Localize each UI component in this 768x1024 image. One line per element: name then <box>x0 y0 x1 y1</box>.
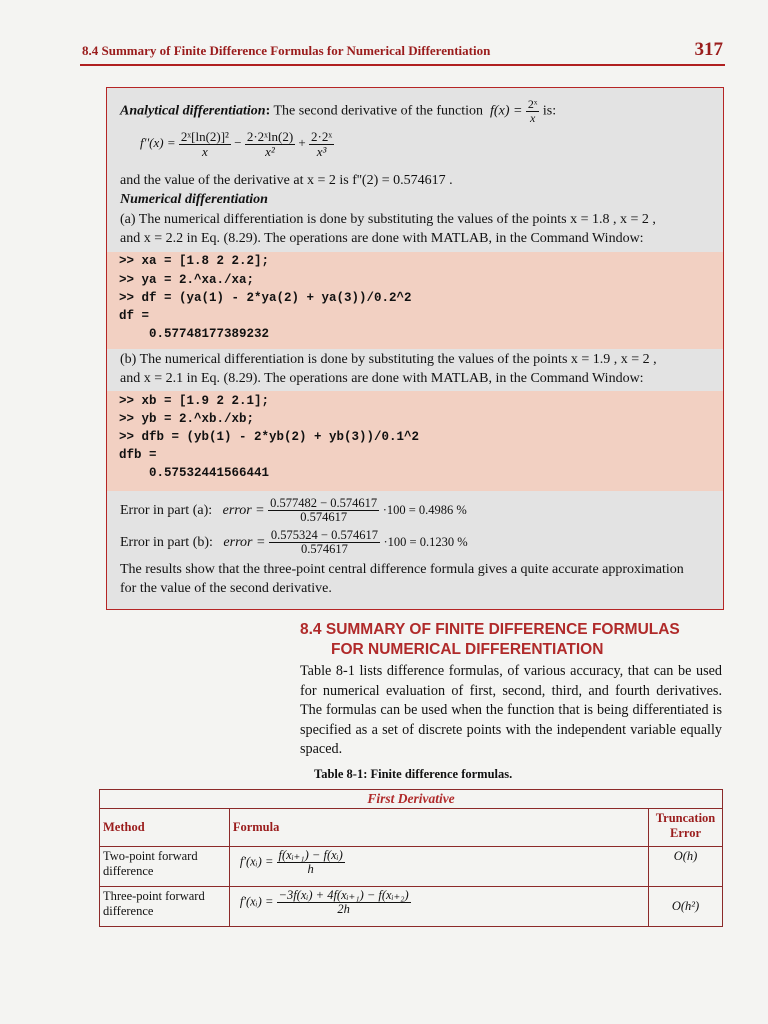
finite-difference-table <box>99 789 723 927</box>
fx-num: 2ˣ <box>527 97 538 111</box>
error-b-word: error = <box>223 534 266 550</box>
row-method: Three-point forward difference <box>100 887 230 927</box>
code-a-line: df = <box>119 309 150 323</box>
col-formula: Formula <box>229 809 648 847</box>
error-a-den: 0.574617 <box>300 510 348 525</box>
row-formula <box>229 847 648 887</box>
col-method: Method <box>100 809 230 847</box>
error-a <box>120 497 467 524</box>
analytic-label: Analytical differentiation <box>120 103 266 119</box>
code-b-line: >> yb = 2.^xb./xb; <box>119 412 255 426</box>
error-b-den: 0.574617 <box>301 542 348 557</box>
second-derivative-formula <box>140 130 334 158</box>
row-error: O(h²) <box>649 887 723 927</box>
first-derivative-header: First Derivative <box>100 790 723 809</box>
section-heading-line2: FOR NUMERICAL DIFFERENTIATION <box>331 641 604 658</box>
term1-den: x <box>202 143 208 159</box>
code-b-line: dfb = <box>119 448 157 462</box>
error-a-label: Error in part (a): <box>120 502 213 518</box>
row-formula <box>229 887 648 927</box>
error-b <box>120 529 468 556</box>
running-header <box>80 40 725 66</box>
row-formula-num: −3f(xᵢ) + 4f(xᵢ₊₁) − f(xᵢ₊₂) <box>278 888 409 902</box>
conclusion-1: The results show that the three-point central difference formula gives a quite accurate approximation <box>120 562 684 577</box>
part-a-line1: (a) The numerical differentiation is done by substituting the values of the points x = 1.8 , x = 2 , <box>120 212 656 227</box>
example-box <box>106 87 724 610</box>
code-a-line: >> xa = [1.8 2 2.2]; <box>119 254 270 268</box>
row-formula-fraction <box>277 849 345 876</box>
term2-den: x² <box>265 143 275 159</box>
code-a-line: >> ya = 2.^xa./xa; <box>119 273 255 287</box>
running-header-title: 8.4 Summary of Finite Difference Formulas for Numerical Differentiation <box>82 43 491 58</box>
error-a-result: ·100 = 0.4986 % <box>382 502 467 517</box>
table-row <box>100 847 723 887</box>
code-a-line: 0.57748177389232 <box>119 327 270 341</box>
code-b-line: >> dfb = (yb(1) - 2*yb(2) + yb(3))/0.1^2 <box>119 430 420 444</box>
term1 <box>179 130 231 158</box>
error-a-num: 0.577482 − 0.574617 <box>270 496 378 510</box>
table-row <box>100 887 723 927</box>
table-caption: Table 8-1: Finite difference formulas. <box>314 767 513 781</box>
part-b-line1: (b) The numerical differentiation is done by substituting the values of the points x = 1.9 , x = 2 , <box>120 352 657 367</box>
term3 <box>309 130 334 158</box>
fx-fraction <box>526 98 539 124</box>
fx-den: x <box>529 110 536 125</box>
is-word: is: <box>542 103 557 119</box>
term3-num: 2·2ˣ <box>311 129 333 144</box>
row-formula-den: h <box>307 862 314 877</box>
minus-sign: − <box>234 135 242 151</box>
numeric-label: Numerical differentiation <box>120 192 268 207</box>
table-group-header-row <box>100 790 723 809</box>
term3-den: x³ <box>316 143 327 159</box>
part-b-line2: and x = 2.1 in Eq. (8.29). The operations are done with MATLAB, in the Command Window: <box>120 371 644 386</box>
section-paragraph: Table 8-1 lists difference formulas, of various accuracy, that can be used for numerical evaluation of first, second, third, and fourth derivatives. The formulas can be used when the function that is being differentiated is specified as a set of discrete points with the independent variable equally spaced. <box>300 663 722 757</box>
error-a-word: error = <box>222 502 265 518</box>
code-a-line: >> df = (ya(1) - 2*ya(2) + ya(3))/0.2^2 <box>119 291 412 305</box>
row-formula-fraction <box>277 889 411 916</box>
table-header-row <box>100 809 723 847</box>
section-heading-line1: 8.4 SUMMARY OF FINITE DIFFERENCE FORMULAS <box>300 621 680 638</box>
row-formula-num: f(xᵢ₊₁) − f(xᵢ) <box>278 848 343 862</box>
term1-num: 2ˣ[ln(2)]² <box>180 129 229 144</box>
conclusion-2: for the value of the second derivative. <box>120 581 332 596</box>
fx-lhs: f(x) = <box>490 103 523 119</box>
term2-num: 2·2ˣln(2) <box>246 129 294 144</box>
analytic-text: The second derivative of the function <box>273 103 484 119</box>
error-b-fraction <box>269 529 380 556</box>
code-block-b <box>107 391 723 491</box>
error-b-label: Error in part (b): <box>120 534 213 550</box>
error-b-num: 0.575324 − 0.574617 <box>270 528 378 542</box>
value-text: and the value of the derivative at x = 2 is f''(2) = 0.574617 . <box>120 173 453 188</box>
term2 <box>245 130 295 158</box>
section-heading <box>300 620 680 660</box>
row-error: O(h) <box>649 847 723 887</box>
part-a-line2: and x = 2.2 in Eq. (8.29). The operations are done with MATLAB, in the Command Window: <box>120 231 644 246</box>
page-number: 317 <box>694 39 723 60</box>
code-block-a <box>107 252 723 349</box>
row-formula-lhs: f'(xᵢ) = <box>239 894 274 909</box>
row-formula-lhs: f'(xᵢ) = <box>239 854 274 869</box>
plus-sign: + <box>298 135 306 151</box>
code-b-line: >> xb = [1.9 2 2.1]; <box>119 394 270 408</box>
row-formula-den: 2h <box>337 902 350 917</box>
f2-lhs: f''(x) = <box>140 135 176 151</box>
code-b-line: 0.57532441566441 <box>119 466 270 480</box>
row-method: Two-point forward difference <box>100 847 230 887</box>
col-error: Truncation Error <box>649 809 723 847</box>
analytic-line: Analytical differentiation: The second derivative of the function f(x) = $\frac{\text{2ˣ}}{x}$ is: <box>120 97 557 125</box>
error-a-fraction <box>268 497 379 524</box>
error-b-result: ·100 = 0.1230 % <box>383 534 468 549</box>
